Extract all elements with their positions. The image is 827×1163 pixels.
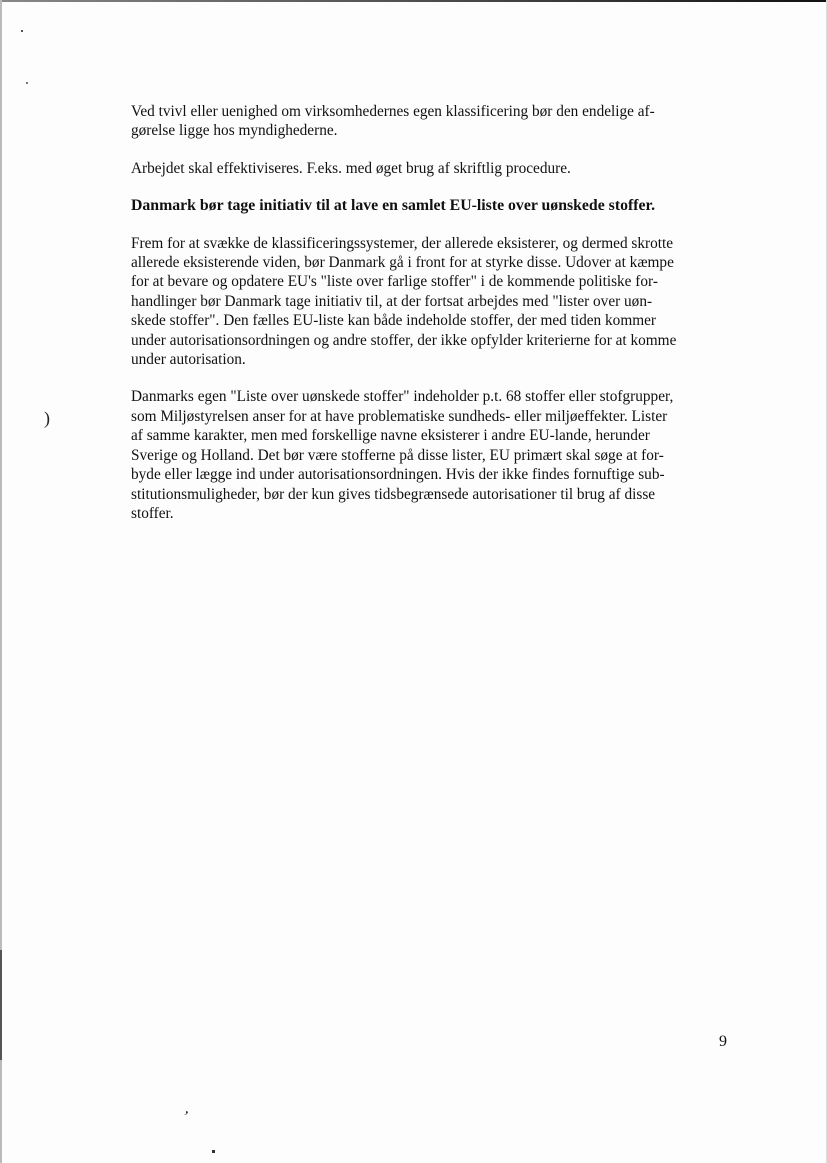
text-line: under autorisation. <box>131 351 246 369</box>
text-line: stitutionsmuligheder, bør der kun gives tidsbegrænsede autorisationer til brug af disse <box>131 485 656 503</box>
text-line: Ved tvivl eller uenighed om virksomhedernes egen klassificering bør den endelige af- <box>131 103 655 120</box>
document-body <box>131 102 731 541</box>
scan-speck <box>21 30 23 32</box>
text-line: handlinger bør Danmark tage initiativ til, at der fortsat arbejdes med "lister over uøn- <box>131 292 653 310</box>
text-line: stoffer. <box>131 504 174 522</box>
paragraph-efficiency <box>131 159 731 178</box>
text-line: byde eller lægge ind under autorisationsordningen. Hvis der ikke findes fornuftige sub- <box>131 466 665 484</box>
text-line: som Miljøstyrelsen anser for at have problematiske sundheds- eller miljøeffekter. Lister <box>131 407 668 425</box>
scan-left-edge-shadow <box>0 950 2 1060</box>
section-heading <box>131 196 731 215</box>
text-line: Sverige og Holland. Det bør være stofferne på disse lister, EU primært skal søge at for- <box>131 446 664 464</box>
paragraph-classification-dispute <box>131 102 731 141</box>
scan-speck <box>212 1150 215 1153</box>
text-line: under autorisationsordningen og andre stoffer, der ikke opfylder kriterierne for at komme <box>131 331 677 349</box>
paragraph-eu-list <box>131 234 731 370</box>
page-number: 9 <box>719 1033 727 1050</box>
heading-line: Danmark bør tage initiativ til at lave en samlet EU-liste over uønskede stoffer. <box>131 197 656 215</box>
text-line: Frem for at svække de klassificeringssystemer, der allerede eksisterer, og dermed skrotte <box>131 234 674 252</box>
text-line: Arbejdet skal effektiviseres. F.eks. med øget brug af skriftlig procedure. <box>131 159 571 177</box>
text-line: allerede eksisterende viden, bør Danmark gå i front for at styrke disse. Udover at kæmpe <box>131 254 674 272</box>
text-line: skede stoffer". Den fælles EU-liste kan både indeholde stoffer, der med tiden kommer <box>131 312 657 330</box>
scan-top-edge <box>0 0 827 2</box>
text-line: gørelse ligge hos myndighederne. <box>131 122 338 140</box>
scan-speck <box>26 82 28 84</box>
text-line: af samme karakter, men med forskellige navne eksisterer i andre EU-lande, herunder <box>131 427 650 445</box>
text-line: for at bevare og opdatere EU's "liste over farlige stoffer" i de kommende politiske for- <box>131 273 658 291</box>
scan-speck: , <box>183 1099 193 1118</box>
margin-mark: ) <box>44 408 50 428</box>
paragraph-danish-list <box>131 387 731 523</box>
text-line: Danmarks egen "Liste over uønskede stoffer" indeholder p.t. 68 stoffer eller stofgrupper, <box>131 388 674 406</box>
